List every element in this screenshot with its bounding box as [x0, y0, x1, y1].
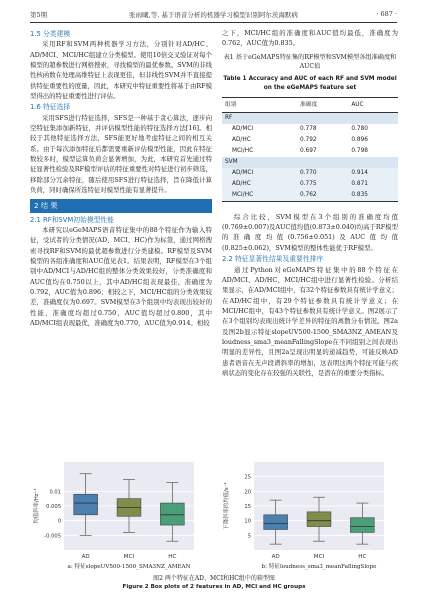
col-header-accuracy: 准确度 [297, 97, 348, 112]
group-name: RF [222, 113, 398, 124]
cell-auc: 0.896 [351, 137, 368, 144]
cell-group: AD/MCI [222, 168, 297, 179]
panel-subtitle: a: 特征slopeUV500-1500_SMA3NZ_AMEAN [67, 564, 191, 570]
box-hc [350, 518, 374, 533]
y-tick-label: 0.005 [46, 504, 61, 510]
x-tick-label: HC [358, 554, 367, 560]
box-ad [74, 494, 98, 515]
table-group-row-rf [222, 113, 398, 124]
y-tick-label: 0.01 [49, 489, 61, 496]
paragraph-modeling: 采用RF和SVM两种机器学习方法，分别针对AD/HC、AD/MCI、MCI/HC组建立分类模型。使用10倍交叉验证对每个模型的超参数进行网格搜索，寻找模型的最优参数。SVM的非线性核函数在处理高维特征上表现更佳，但非线性SVM并不直接提供特征重要性的度量，因此，本研究中特征重要性将基于由RF模型得出的特征重要性进行评估。 [30, 40, 212, 101]
cell-accuracy: 0.775 [297, 179, 348, 190]
table-row [222, 124, 398, 135]
table-row [222, 179, 398, 190]
cell-auc: 0.798 [351, 148, 368, 155]
figure-caption [30, 575, 398, 591]
section-heading-2-1: 2.1 RF和SVM初始模型性能 [30, 215, 115, 224]
col-header-auc: AUC [348, 97, 398, 112]
paragraph-continued: 之下，MCI/HC组的准确度和AUC值均最低，准确度为0.762，AUC值为0.835。 [222, 29, 398, 48]
results-heading: 2 结 果 [30, 199, 212, 213]
panel-b [222, 462, 384, 570]
section-heading-2-2: 2.2 特征显著性结果及重要性排序 [222, 255, 324, 264]
cell-auc: 0.835 [348, 190, 398, 201]
y-tick-label: 0 [57, 518, 61, 525]
left-column [30, 28, 212, 328]
table-row [222, 168, 398, 179]
y-axis-label: 均值斜率/Hz⁻¹ [34, 488, 40, 524]
box-ad [264, 515, 288, 530]
cell-accuracy: 0.778 [299, 126, 317, 133]
table-caption-cn: 表1 基于eGeMAPS特征集的RF模型和SVM模型各组准确度和AUC值 [223, 53, 397, 70]
paragraph-initial-performance: 本研究以eGeMAPS语音特征集中的88个特征作为输入特征，受试者的分类情况(AD、MCI、HC)作为标签，通过网格搜索寻找RF和SVM的最优超参数进行分类建模。RF模型及SVM模型的各组准确度和AUC值见表1。结果表明，RF模型在3个组别中AD/MCI与AD/HC组的整体分类效果较好，分类准确度和AUC值均在0.750以上，其中AD/HC组表现最佳，准确度为0.792，AUC值为0.896；相较之下，MCI/HC组的分类效果较差，准确度仅为0.697。SVM模型在3个组别中均表现出较好的性能，准确度均超过0.750，AUC值均超过0.800，其中AD/MCI组表现最优，准确度为0.770，AUC值为0.914。相较 [30, 225, 212, 327]
page-number: · 687 · [376, 10, 397, 18]
group-name: SVM [222, 157, 398, 168]
section-heading-1-6: 1.6 特征选择 [30, 103, 71, 112]
cell-group: AD/HC [232, 137, 251, 144]
paragraph-significance: 通过Python对eGeMAPS特征集中的88个特征在AD/MCI、AD/HC、MCI/HC组中进行显著性检验。分析结果显示，在AD/MCI组中，有32个特征参数具有统计学意义；在AD/HC组中，有29个特征参数具有统计学意义；在MCI/HC组中，有43个特征参数具有统计学意义。图2展示了在3个组别均表现出统计学差异的特征的离散分布情况。图2a及图2b显示特征slopeUV500-1500_SMA3NZ_AMEAN及loudness_sma3_meanFallingSlope在不同组别之间表现出明显的差异性，且图2a呈现出明显的递减趋势，可能反映AD患者语音在无声段谱斜率的增加，这表明这两个特征可能与疾病状态的变化存在较强的关联性，是潜在的重要分类指标。 [222, 265, 398, 377]
cell-accuracy: 0.762 [297, 190, 348, 201]
figure-2 [30, 456, 398, 574]
figure-caption-en: Figure 2 Box plots of 2 features in AD, MCI and HC groups [122, 584, 306, 590]
x-tick-label: AD [81, 554, 90, 560]
cell-group: MCI/HC [232, 148, 254, 155]
cell-group: AD/HC [222, 179, 297, 190]
cell-accuracy: 0.792 [299, 137, 317, 144]
cell-auc: 0.914 [348, 168, 398, 179]
table-caption-en: Table 1 Accuracy and AUC of each RF and SVM model on the eGeMAPS feature set [223, 75, 397, 91]
figure-2-boxplots [30, 456, 398, 574]
y-tick-label: 10 [244, 518, 251, 525]
cell-auc: 0.871 [348, 179, 398, 190]
running-title: 张雨曦,等. 基于语音分析的机器学习模型识别阿尔茨海默病 [129, 11, 298, 19]
figure-caption-cn: 图2 两个特征在AD、MCI和HC组中的箱型图 [153, 575, 275, 582]
right-column [222, 28, 398, 378]
table-row [222, 146, 398, 157]
panel-a [32, 462, 194, 570]
y-tick-label: 25 [244, 474, 251, 481]
table-row [222, 190, 398, 201]
cell-group: MCI/HC [222, 190, 297, 201]
running-header [30, 10, 397, 22]
cell-group: AD/MCI [232, 126, 254, 133]
table-group-row-svm [222, 157, 398, 168]
x-tick-label: MCI [313, 554, 325, 560]
table-row [222, 135, 398, 146]
cell-accuracy: 0.770 [297, 168, 348, 179]
x-tick-label: AD [271, 554, 280, 560]
paragraph-comparison: 综合比较，SVM模型在3个组别的准确度均值(0.769±0.007)及AUC值均值(0.873±0.040)均高于RF模型的准确度均值(0.756±0.051)及AUC值均值(0.825±0.062)，SVM模型的整体性能优于RF模型。 [222, 212, 398, 252]
box-mci [307, 512, 331, 527]
y-tick-label: 5 [247, 533, 251, 540]
panel-subtitle: b: 特征loudness_sma3_meanFallingSlope [261, 564, 377, 570]
col-header-group: 组别 [222, 97, 297, 112]
table-header-row [222, 97, 398, 112]
y-tick-label: -0.005 [44, 533, 61, 540]
x-tick-label: HC [168, 554, 177, 560]
section-heading-1-5: 1.5 分类建模 [30, 30, 71, 38]
results-table [222, 97, 398, 202]
cell-auc: 0.780 [351, 126, 368, 133]
issue-number: 第5期 [30, 11, 48, 19]
cell-accuracy: 0.697 [299, 148, 317, 155]
y-tick-label: 20 [244, 489, 251, 496]
x-tick-label: MCI [123, 554, 135, 560]
y-tick-label: 15 [244, 504, 251, 510]
header-rule [30, 22, 397, 23]
box-hc [160, 503, 184, 525]
paragraph-feature-selection: 采用SFS进行特征选择，SFS是一种基于贪心算法，逐步向空特征集添加新特征，并评估模型性能的特征选择方法[16]。相较于其他特征选择方法，SFS能更好地考虑特征之间的相互关系。由于每次添加特征后都需要重新评估模型性能，因此在特征数较多时，模型运算负荷会显著增加，为此，本研究首先通过特征显著性检验及RF模型评估的特征重要性对特征进行初步筛选，移除部分冗余特征，随后使用SFS进行特征选择，旨在降低计算负荷，同时确保所选特征对模型性能有显著提升。 [30, 113, 212, 195]
y-axis-label: 下降斜率的均值/s⁻¹ [224, 482, 230, 530]
